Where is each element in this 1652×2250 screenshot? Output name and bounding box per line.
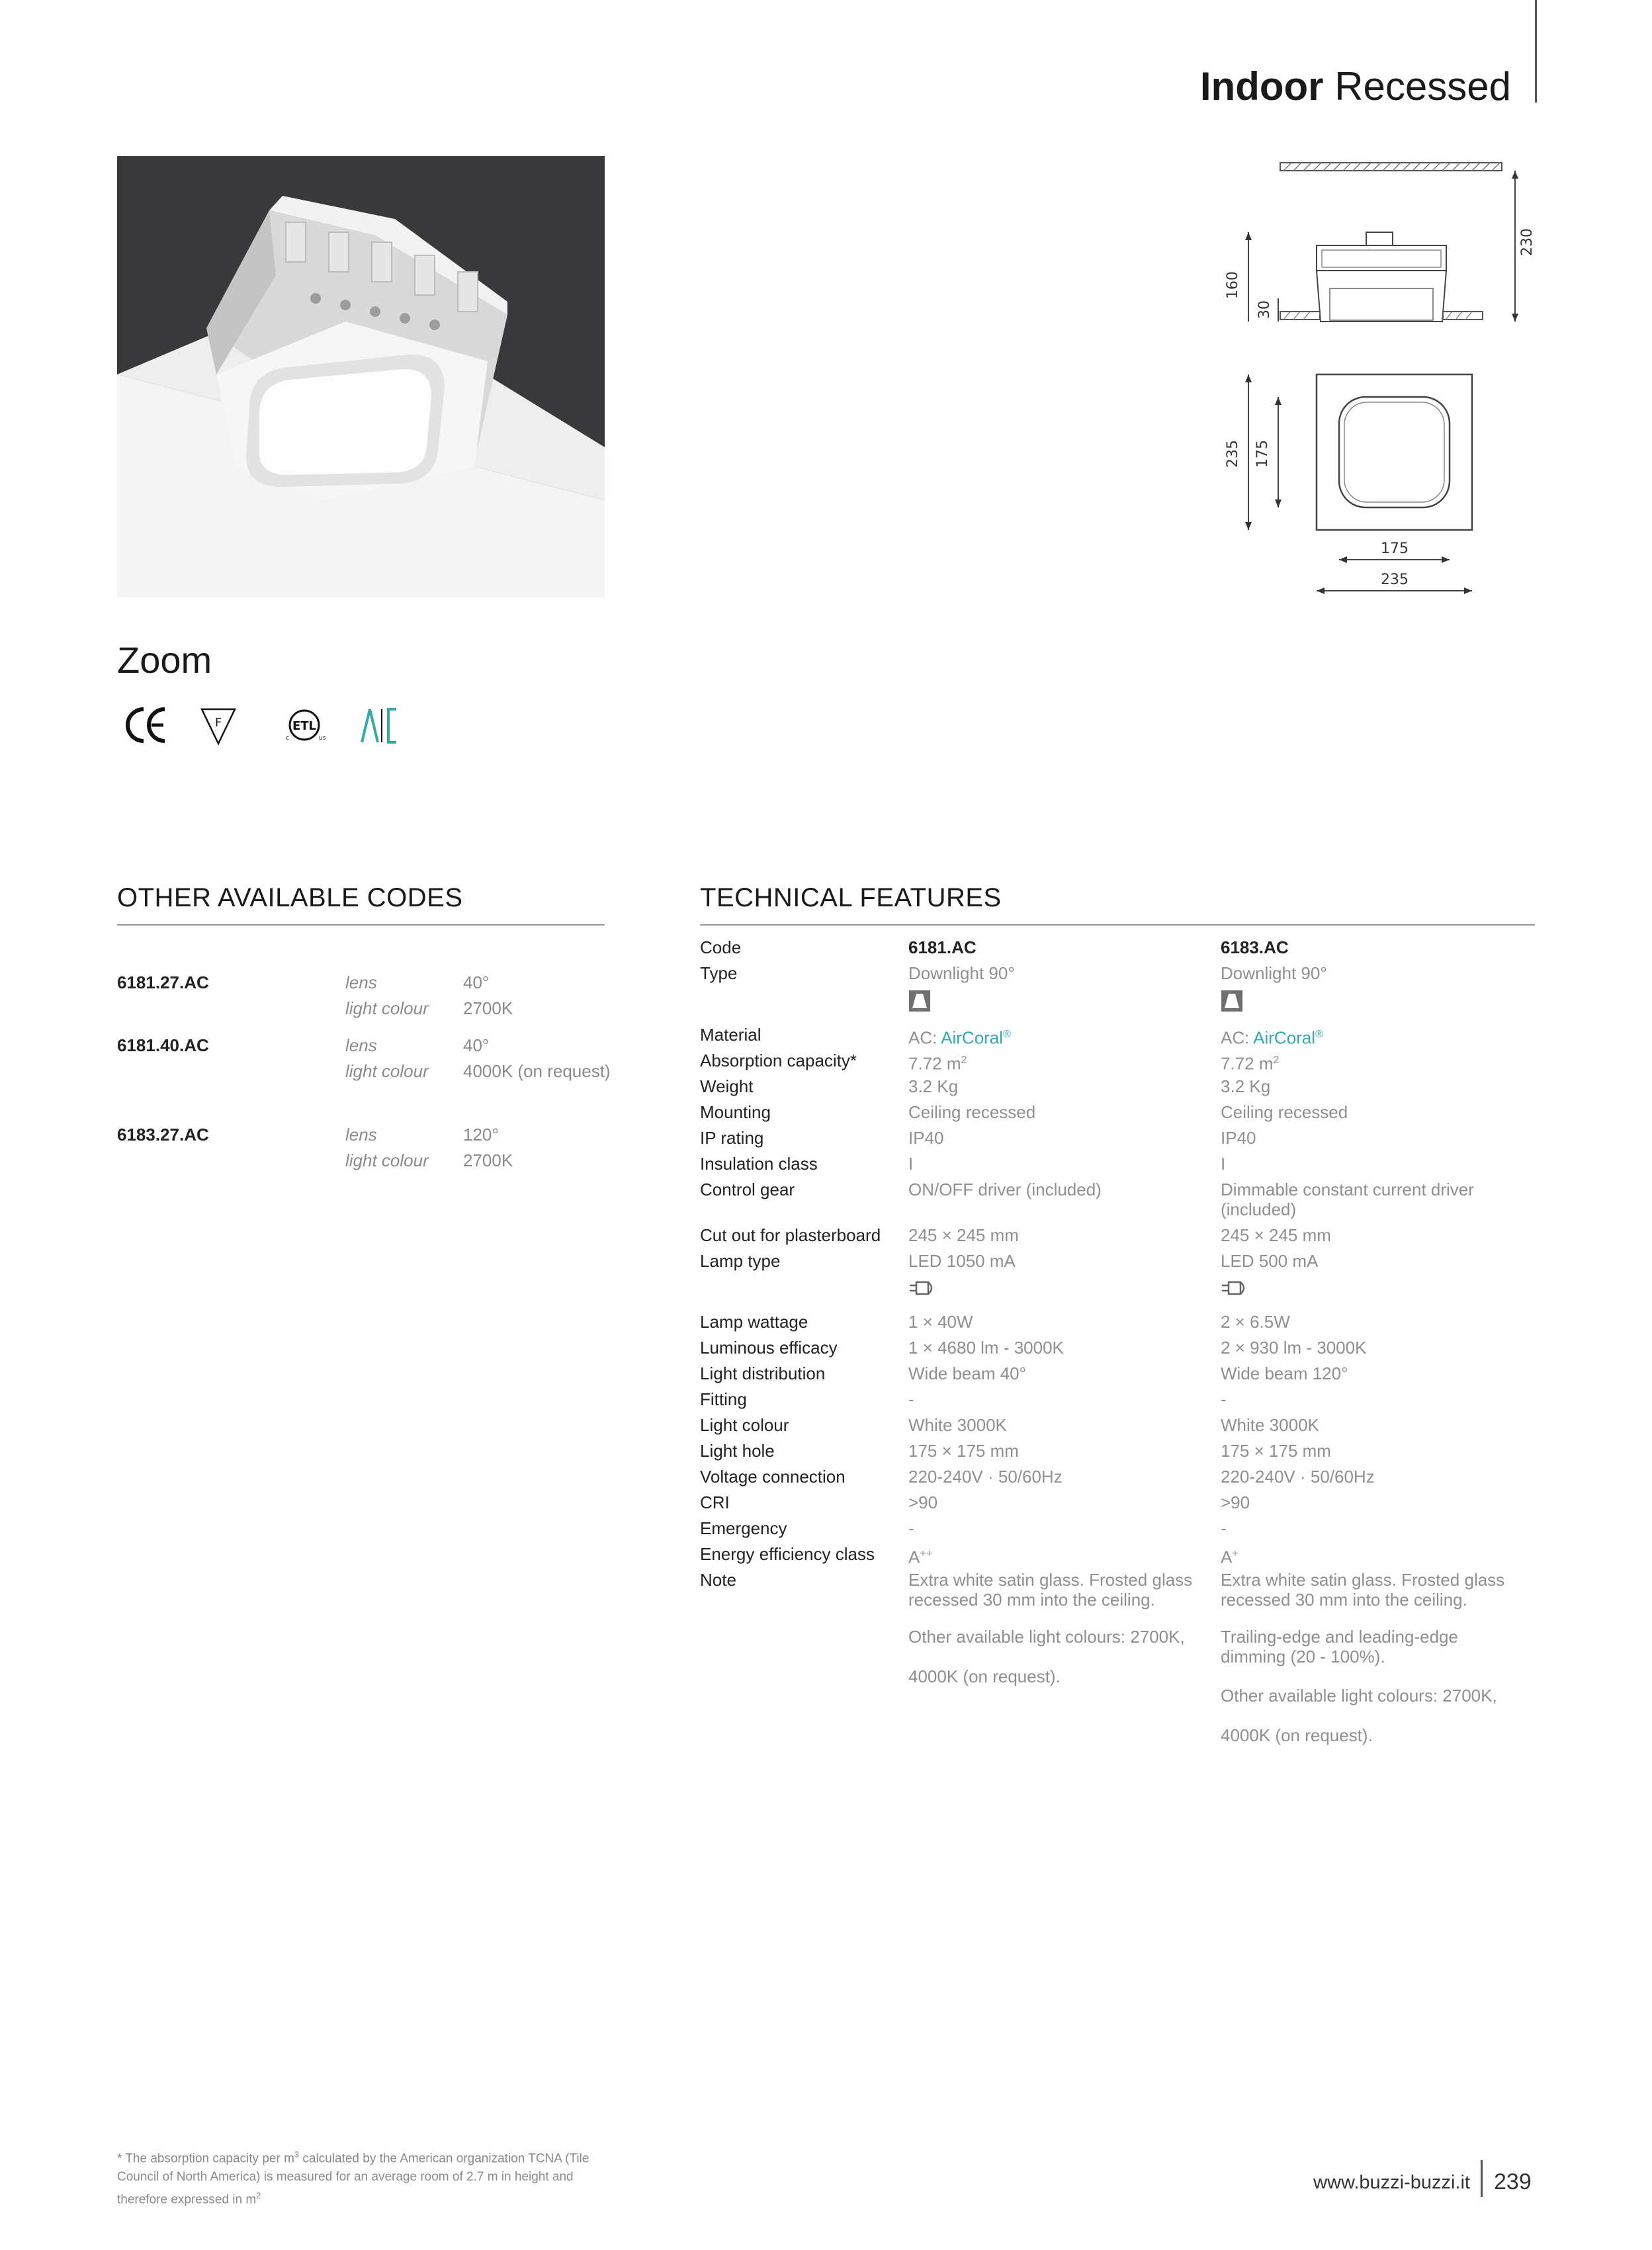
col2-type: Downlight 90° <box>1221 963 1327 983</box>
dim-235-horizontal: 235 <box>1381 572 1409 588</box>
col1-note3: 4000K (on request). <box>908 1666 1061 1686</box>
col2-voltage: 220-240V · 50/60Hz <box>1221 1467 1375 1487</box>
col2-material-mark: ® <box>1315 1029 1323 1040</box>
col2-energy <box>1221 1544 1512 1567</box>
col1-type: Downlight 90° <box>908 963 1015 983</box>
col1-cri: >90 <box>908 1493 938 1512</box>
top-view-drawing <box>1225 374 1472 594</box>
label-ip-rating: IP rating <box>700 1128 764 1148</box>
code-3-colour-label: light colour <box>345 1150 429 1170</box>
led-plug-icon <box>1221 1277 1250 1299</box>
label-lamp-wattage: Lamp wattage <box>700 1312 808 1332</box>
col1-light-colour: White 3000K <box>908 1415 1007 1435</box>
code-2-colour-value: 4000K (on request) <box>463 1061 611 1081</box>
ce-mark-icon <box>128 709 165 741</box>
dim-175-horizontal: 175 <box>1381 541 1409 557</box>
col2-emergency: - <box>1221 1518 1227 1538</box>
col1-material-mark: ® <box>1003 1029 1011 1040</box>
absorption-footnote <box>117 2145 607 2210</box>
col2-insulation: I <box>1221 1154 1226 1174</box>
col2-efficacy: 2 × 930 lm - 3000K <box>1221 1338 1367 1358</box>
dimension-drawings <box>1197 156 1542 606</box>
col2-code: 6183.AC <box>1221 937 1289 957</box>
label-type: Type <box>700 963 738 983</box>
col2-material-prefix: AC: <box>1221 1027 1254 1048</box>
code-2-lens-value: 40° <box>463 1035 490 1055</box>
col1-control-gear: ON/OFF driver (included) <box>908 1180 1102 1199</box>
product-photo-illustration <box>117 156 605 597</box>
col2-lamp-wattage: 2 × 6.5W <box>1221 1312 1290 1332</box>
label-weight: Weight <box>700 1076 754 1096</box>
col1-absorption <box>908 1051 1199 1074</box>
col1-absorption-value: 7.72 m <box>908 1053 961 1074</box>
label-fitting: Fitting <box>700 1389 747 1409</box>
certification-icons <box>117 700 408 753</box>
code-3-lens-value: 120° <box>463 1125 499 1145</box>
col1-light-hole: 175 × 175 mm <box>908 1441 1019 1461</box>
code-2-lens-label: lens <box>345 1035 377 1055</box>
col2-light-colour: White 3000K <box>1221 1415 1319 1435</box>
col2-absorption-sup: 2 <box>1273 1055 1280 1066</box>
led-plug-icon <box>908 1277 937 1299</box>
col2-energy-sup: + <box>1232 1548 1239 1559</box>
code-1-id: 6181.27.AC <box>117 973 209 992</box>
col1-energy <box>908 1544 1199 1567</box>
header-category: Indoor <box>1199 64 1324 108</box>
col2-distribution: Wide beam 120° <box>1221 1363 1348 1383</box>
code-3-colour-value: 2700K <box>463 1150 513 1170</box>
col1-weight: 3.2 Kg <box>908 1076 959 1096</box>
footnote-part-b: calculated by the American organization TCNA (Tile Council of North America) is measured for an average room of 2.7 m in height and therefore expressed in m <box>117 2151 589 2207</box>
label-distribution: Light distribution <box>700 1363 826 1383</box>
col1-lamp-wattage: 1 × 40W <box>908 1312 973 1332</box>
label-mounting: Mounting <box>700 1102 771 1122</box>
label-insulation: Insulation class <box>700 1154 818 1174</box>
col2-control-gear: Dimmable constant current driver (included) <box>1221 1180 1474 1219</box>
col2-absorption <box>1221 1051 1512 1074</box>
col1-energy-class: A <box>908 1547 920 1567</box>
col1-distribution: Wide beam 40° <box>908 1363 1027 1383</box>
label-light-colour: Light colour <box>700 1415 789 1435</box>
dim-160: 160 <box>1225 271 1241 299</box>
header-subcategory: Recessed <box>1334 64 1511 108</box>
label-lamp-type: Lamp type <box>700 1251 781 1271</box>
dim-175-vertical: 175 <box>1254 440 1271 468</box>
label-control-gear: Control gear <box>700 1180 795 1199</box>
col1-material-prefix: AC: <box>908 1027 941 1048</box>
page-header-title <box>1200 64 1511 109</box>
page-number-divider <box>1481 2160 1483 2197</box>
svg-text:F: F <box>214 716 222 730</box>
col1-emergency: - <box>908 1518 914 1538</box>
col2-absorption-value: 7.72 m <box>1221 1053 1274 1074</box>
label-cutout: Cut out for plasterboard <box>700 1225 881 1245</box>
svg-text:c: c <box>286 735 289 742</box>
code-1-colour-label: light colour <box>345 998 429 1018</box>
footnote-sup-1: 3 <box>294 2149 300 2159</box>
col2-mounting: Ceiling recessed <box>1221 1102 1348 1122</box>
etl-mark-icon <box>286 711 326 742</box>
label-material: Material <box>700 1025 761 1045</box>
other-codes-title: OTHER AVAILABLE CODES <box>117 883 463 912</box>
col2-weight: 3.2 Kg <box>1221 1076 1271 1096</box>
product-name: Zoom <box>117 639 212 681</box>
label-energy: Energy efficiency class <box>700 1544 875 1564</box>
svg-text:us: us <box>319 735 326 742</box>
code-3-lens-label: lens <box>345 1125 377 1145</box>
col2-fitting: - <box>1221 1389 1227 1409</box>
col2-note2: Trailing-edge and leading-edge dimming (20 - 100%). <box>1221 1627 1458 1666</box>
col2-cri: >90 <box>1221 1493 1250 1512</box>
footnote-sup-2: 2 <box>256 2190 261 2201</box>
svg-text:ETL: ETL <box>292 719 317 733</box>
label-efficacy: Luminous efficacy <box>700 1338 838 1358</box>
side-view-drawing <box>1225 163 1536 322</box>
col2-note4: 4000K (on request). <box>1221 1725 1373 1745</box>
col1-mounting: Ceiling recessed <box>908 1102 1036 1122</box>
dim-235-vertical: 235 <box>1225 440 1241 468</box>
code-1-colour-value: 2700K <box>463 998 513 1018</box>
dim-30: 30 <box>1256 300 1273 319</box>
col2-energy-class: A <box>1221 1547 1233 1567</box>
col2-cutout: 245 × 245 mm <box>1221 1225 1331 1245</box>
col1-cutout: 245 × 245 mm <box>908 1225 1019 1245</box>
code-2-id: 6181.40.AC <box>117 1035 209 1055</box>
col2-note3: Other available light colours: 2700K, <box>1221 1686 1497 1706</box>
tech-features-divider <box>700 924 1535 926</box>
aircoral-ac-icon <box>362 709 396 742</box>
page-number: 239 <box>1494 2169 1532 2194</box>
col1-note1: Extra white satin glass. Frosted glass recessed 30 mm into the ceiling. <box>908 1570 1193 1610</box>
col1-ip: IP40 <box>908 1128 944 1148</box>
footnote-part-a: * The absorption capacity per m <box>117 2151 294 2166</box>
label-cri: CRI <box>700 1493 730 1512</box>
col1-energy-sup: ++ <box>920 1548 933 1559</box>
tech-features-title: TECHNICAL FEATURES <box>700 883 1002 912</box>
col1-voltage: 220-240V · 50/60Hz <box>908 1467 1063 1487</box>
col1-lamp-type: LED 1050 mA <box>908 1251 1016 1271</box>
code-3-id: 6183.27.AC <box>117 1125 209 1145</box>
dim-230: 230 <box>1519 228 1536 256</box>
label-absorption: Absorption capacity* <box>700 1051 857 1070</box>
label-code: Code <box>700 937 742 957</box>
downlight-icon <box>1221 990 1243 1012</box>
col1-material-brand: AirCoral <box>941 1027 1004 1048</box>
col2-material <box>1221 1025 1512 1048</box>
col2-note1: Extra white satin glass. Frosted glass recessed 30 mm into the ceiling. <box>1221 1570 1505 1610</box>
col1-absorption-sup: 2 <box>961 1055 967 1066</box>
col1-insulation: I <box>908 1154 914 1174</box>
col2-ip: IP40 <box>1221 1128 1256 1148</box>
col1-note2: Other available light colours: 2700K, <box>908 1627 1185 1647</box>
code-1-lens-value: 40° <box>463 973 490 992</box>
product-photo <box>117 156 605 597</box>
label-emergency: Emergency <box>700 1518 787 1538</box>
code-2-colour-label: light colour <box>345 1061 429 1081</box>
website-link[interactable]: www.buzzi-buzzi.it <box>1313 2172 1470 2193</box>
header-divider <box>1535 0 1537 103</box>
code-1-lens-label: lens <box>345 973 377 992</box>
downlight-icon <box>908 990 931 1012</box>
f-mark-icon <box>202 709 235 744</box>
col1-material <box>908 1025 1199 1048</box>
label-light-hole: Light hole <box>700 1441 775 1461</box>
label-voltage: Voltage connection <box>700 1467 846 1487</box>
col2-material-brand: AirCoral <box>1253 1027 1316 1048</box>
col2-lamp-type: LED 500 mA <box>1221 1251 1319 1271</box>
label-note: Note <box>700 1570 736 1590</box>
col1-code: 6181.AC <box>908 937 977 957</box>
col1-efficacy: 1 × 4680 lm - 3000K <box>908 1338 1064 1358</box>
other-codes-divider <box>117 924 605 926</box>
col2-light-hole: 175 × 175 mm <box>1221 1441 1331 1461</box>
col1-fitting: - <box>908 1389 914 1409</box>
